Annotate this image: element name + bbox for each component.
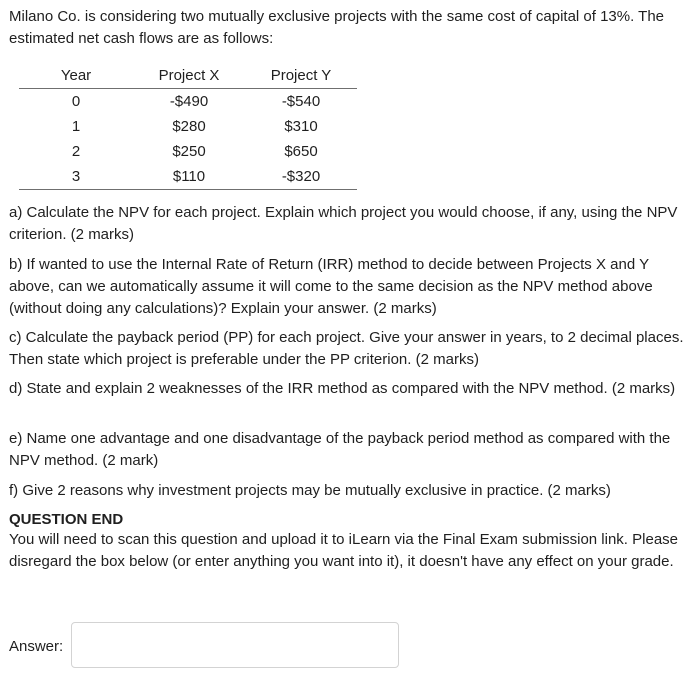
question-end-heading: QUESTION END bbox=[9, 511, 124, 528]
table-row bbox=[19, 164, 357, 190]
table-header-row bbox=[19, 62, 357, 89]
submission-note: You will need to scan this question and upload it to iLearn via the Final Exam submission link. Please disregard the box below (or enter anything you want into it), it doesn't have any effect on your grade. bbox=[9, 531, 679, 570]
table-row bbox=[19, 139, 357, 164]
cell-project-y: -$540 bbox=[281, 93, 321, 110]
cash-flow-table bbox=[19, 62, 357, 190]
cell-year: 3 bbox=[19, 164, 133, 190]
question-c: c) Calculate the payback period (PP) for each project. Give your answer in years, to 2 decimal places. Then state which project is preferable under the PP criterion. (2 marks) bbox=[9, 329, 684, 368]
question-d: d) State and explain 2 weaknesses of the IRR method as compared with the NPV method. (2 marks) bbox=[9, 380, 676, 397]
cell-year: 1 bbox=[71, 118, 81, 135]
answer-label: Answer: bbox=[9, 638, 64, 655]
cell-year: 0 bbox=[71, 93, 81, 110]
cell-project-x: -$490 bbox=[169, 93, 209, 110]
answer-input[interactable] bbox=[71, 622, 399, 668]
cell-year: 2 bbox=[71, 143, 81, 160]
question-e: e) Name one advantage and one disadvantage of the payback period method as compared with the NPV method. (2 mark) bbox=[9, 430, 671, 469]
cell-project-y: $310 bbox=[284, 118, 318, 135]
question-a: a) Calculate the NPV for each project. Explain which project you would choose, if any, using the NPV criterion. (2 marks) bbox=[9, 204, 678, 243]
cell-project-y: $650 bbox=[284, 143, 318, 160]
intro-text: Milano Co. is considering two mutually exclusive projects with the same cost of capital of 13%. The estimated net cash flows are as follows: bbox=[9, 8, 665, 47]
cell-project-x: $280 bbox=[172, 118, 206, 135]
header-year: Year bbox=[19, 62, 133, 89]
cell-project-x: $250 bbox=[172, 143, 206, 160]
table-row bbox=[19, 114, 357, 139]
cell-project-y: -$320 bbox=[245, 164, 357, 190]
question-b: b) If wanted to use the Internal Rate of Return (IRR) method to decide between Projects X and Y above, can we automatically assume it will come to the same decision as the NPV method above (without doing any calculations)? Explain your answer. (2 marks) bbox=[9, 256, 653, 317]
header-project-x: Project X bbox=[133, 62, 245, 89]
header-project-y: Project Y bbox=[245, 62, 357, 89]
question-f: f) Give 2 reasons why investment projects may be mutually exclusive in practice. (2 marks) bbox=[9, 482, 611, 499]
table-row bbox=[19, 89, 357, 115]
cell-project-x: $110 bbox=[133, 164, 245, 190]
